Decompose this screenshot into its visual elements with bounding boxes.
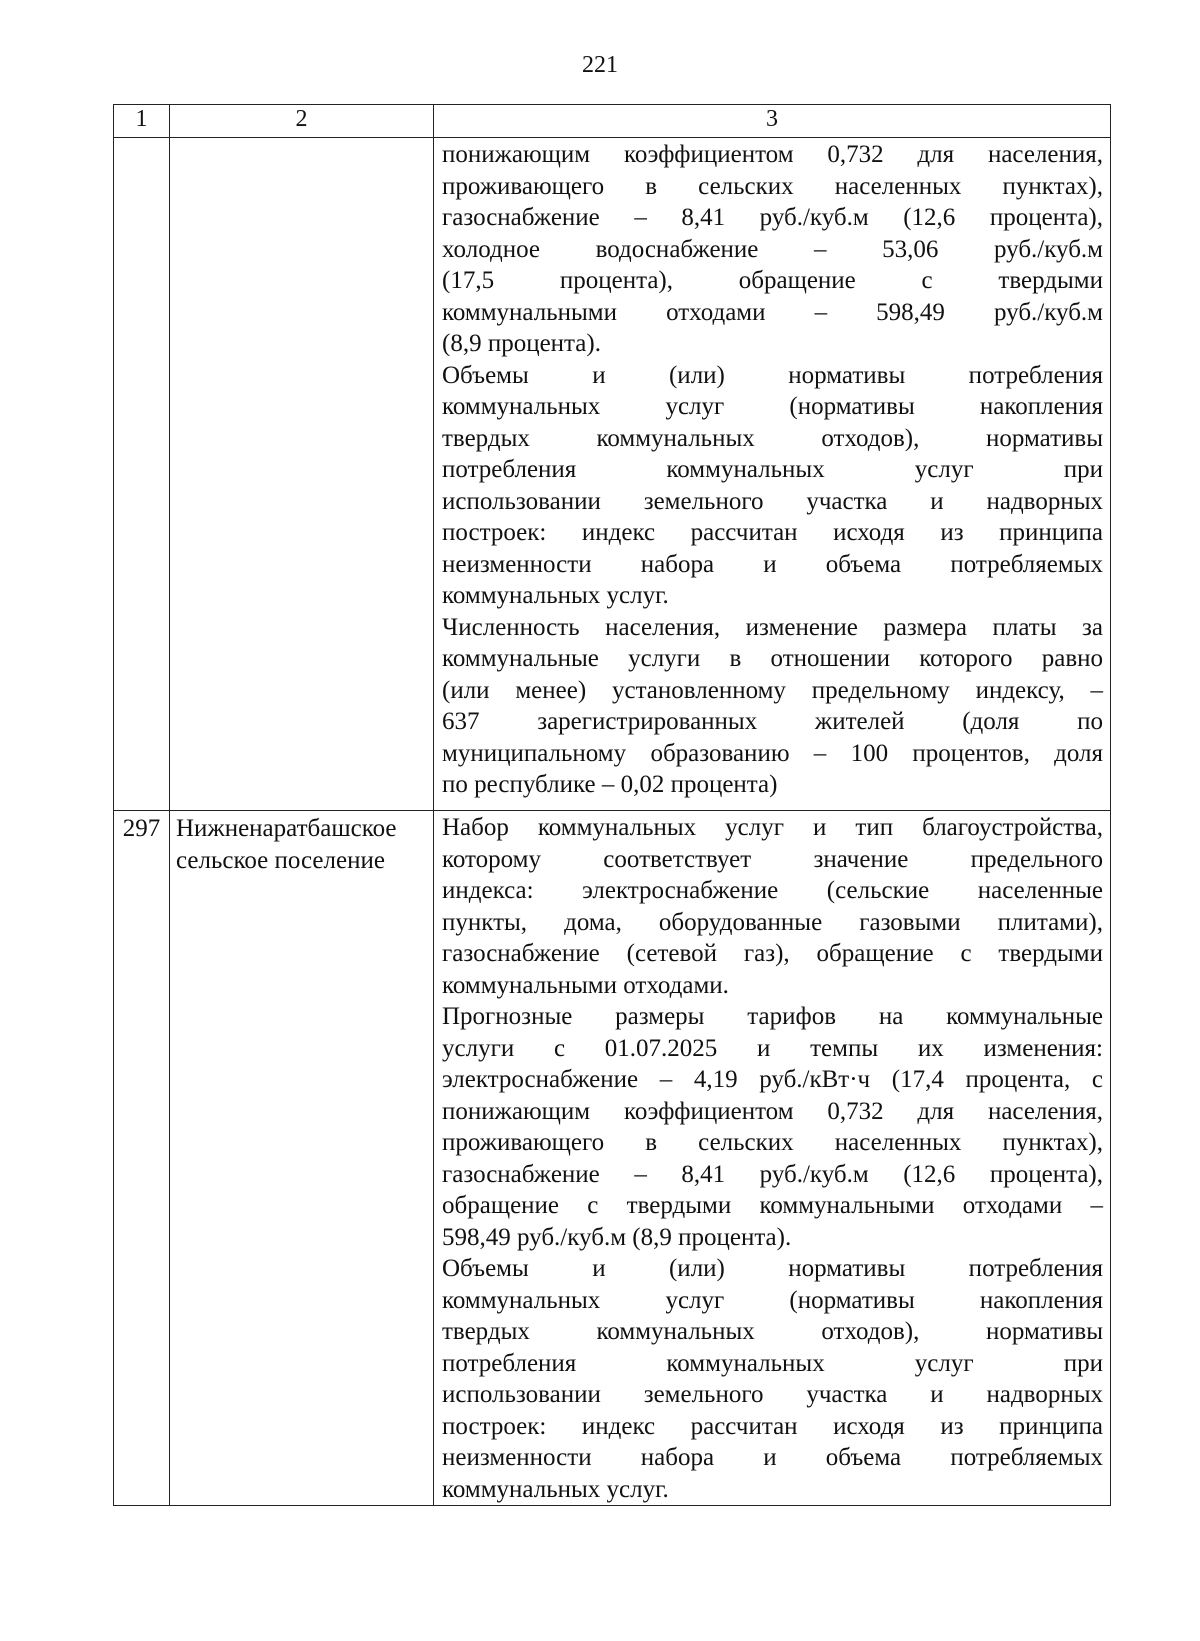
text-line: газоснабжение – 8,41 руб./куб.м (12,6 процента), <box>442 204 1103 231</box>
settlement-name-cell: Нижненаратбашское сельское поселение <box>170 811 434 1506</box>
description-paragraph <box>442 612 1103 801</box>
text-line: твердых коммунальных отходов), нормативы <box>442 1318 1103 1345</box>
text-line: коммунальных услуг. <box>442 582 669 609</box>
text-line: использовании земельного участка и надворных <box>442 1381 1103 1408</box>
text-line: по республике – 0,02 процента) <box>442 771 778 798</box>
text-line: потребления коммунальных услуг при <box>442 456 1103 483</box>
text-line: пункты, дома, оборудованные газовыми плитами), <box>442 908 1103 936</box>
text-line: Численность населения, изменение размера платы за <box>442 613 1103 641</box>
text-line: неизменности набора и объема потребляемых <box>442 1444 1103 1471</box>
description-paragraph <box>442 139 1103 360</box>
text-line: твердых коммунальных отходов), нормативы <box>442 424 1103 452</box>
text-line: неизменности набора и объема потребляемых <box>442 550 1103 578</box>
header-col-3: 3 <box>434 105 1111 138</box>
text-line: услуги с 01.07.2025 и темпы их изменения: <box>442 1034 1103 1062</box>
description-paragraph <box>442 1253 1103 1505</box>
text-line: (17,5 процента), обращение с твердыми <box>442 267 1103 294</box>
text-line: потребления коммунальных услуг при <box>442 1349 1103 1377</box>
text-line: 598,49 руб./куб.м (8,9 процента). <box>442 1223 792 1251</box>
text-line: понижающим коэффициентом 0,732 для населения, <box>442 141 1103 168</box>
text-line: которому соответствует значение предельного <box>442 845 1103 873</box>
text-line: Прогнозные размеры тарифов на коммунальные <box>442 1003 1103 1030</box>
text-line: (8,9 процента). <box>442 330 601 357</box>
settlement-name-cell <box>170 138 434 811</box>
text-line: коммунальных услуг. <box>442 1475 669 1503</box>
text-line: понижающим коэффициентом 0,732 для населения, <box>442 1097 1103 1125</box>
text-line: обращение с твердыми коммунальными отходами – <box>442 1192 1103 1219</box>
header-col-1: 1 <box>114 105 170 138</box>
text-line: (или менее) установленному предельному индексу, – <box>442 676 1103 704</box>
description-cell <box>434 138 1111 811</box>
text-line: коммунальных услуг (нормативы накопления <box>442 1286 1103 1314</box>
text-line: электроснабжение – 4,19 руб./кВт·ч (17,4 процента, с <box>442 1066 1103 1093</box>
text-line: Набор коммунальных услуг и тип благоустройства, <box>442 814 1103 841</box>
text-line: коммунальные услуги в отношении которого равно <box>442 645 1103 672</box>
text-line: 637 зарегистрированных жителей (доля по <box>442 708 1103 735</box>
text-line: построек: индекс рассчитан исходя из принципа <box>442 1412 1103 1440</box>
table-row-297 <box>114 811 1111 1506</box>
text-line: муниципальному образованию – 100 процентов, доля <box>442 739 1103 767</box>
text-line: проживающего в сельских населенных пунктах), <box>442 1129 1103 1156</box>
table-row-continued <box>114 138 1111 811</box>
description-cell <box>434 811 1111 1506</box>
text-line: газоснабжение (сетевой газ), обращение с твердыми <box>442 940 1103 967</box>
text-line: коммунальными отходами. <box>442 971 729 999</box>
text-line: проживающего в сельских населенных пунктах), <box>442 172 1103 200</box>
text-line: использовании земельного участка и надворных <box>442 487 1103 515</box>
text-line: индекса: электроснабжение (сельские населенные <box>442 877 1103 904</box>
description-paragraph <box>442 360 1103 612</box>
text-line: построек: индекс рассчитан исходя из принципа <box>442 519 1103 546</box>
header-col-2: 2 <box>170 105 434 138</box>
page-number: 221 <box>582 52 618 78</box>
text-line: Объемы и (или) нормативы потребления <box>442 361 1103 389</box>
text-line: Объемы и (или) нормативы потребления <box>442 1255 1103 1282</box>
document-table <box>113 104 1111 1506</box>
row-number-cell <box>114 138 170 811</box>
text-line: коммунальных услуг (нормативы накопления <box>442 393 1103 420</box>
text-line: холодное водоснабжение – 53,06 руб./куб.м <box>442 235 1103 263</box>
text-line: газоснабжение – 8,41 руб./куб.м (12,6 процента), <box>442 1160 1103 1188</box>
description-paragraph <box>442 812 1103 1001</box>
row-number-cell: 297 <box>114 811 170 1506</box>
description-paragraph <box>442 1001 1103 1253</box>
table-header-row <box>114 105 1111 138</box>
text-line: коммунальными отходами – 598,49 руб./куб.м <box>442 298 1103 326</box>
